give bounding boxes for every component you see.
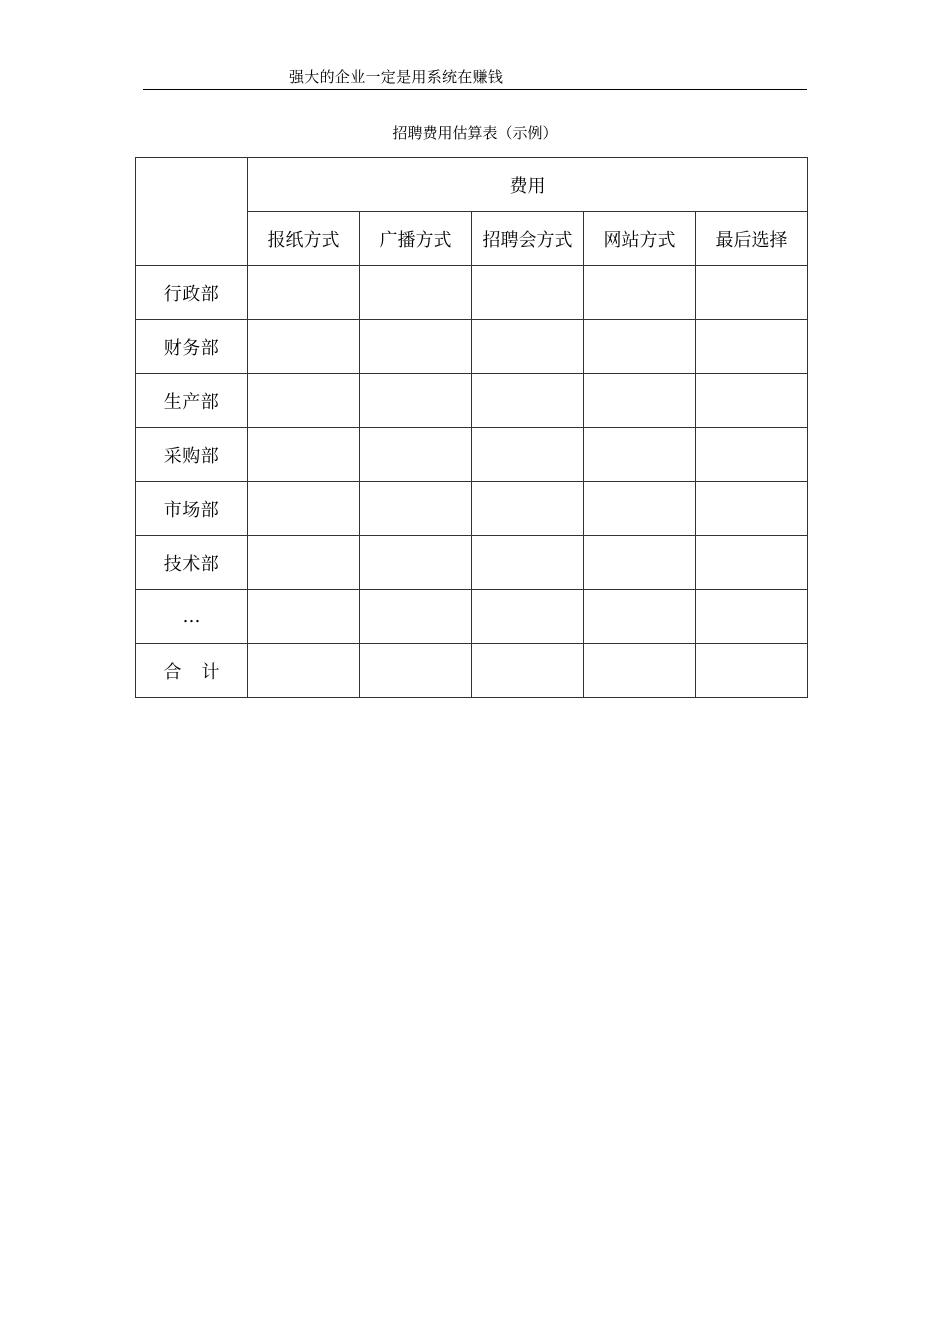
table-cell xyxy=(696,428,808,482)
total-cell xyxy=(248,644,360,698)
table-cell xyxy=(696,482,808,536)
method-header-final-choice: 最后选择 xyxy=(696,212,808,266)
table-cell xyxy=(584,428,696,482)
table-row xyxy=(136,536,808,590)
total-label-part-2: 计 xyxy=(201,661,220,683)
table-cell xyxy=(472,266,584,320)
table-cell xyxy=(472,590,584,644)
table-cell xyxy=(696,266,808,320)
table-cell xyxy=(584,320,696,374)
table-cell xyxy=(472,536,584,590)
table-row xyxy=(136,266,808,320)
header-rule xyxy=(143,89,807,90)
table-cell xyxy=(360,374,472,428)
total-cell xyxy=(584,644,696,698)
table-cell xyxy=(696,374,808,428)
header-slogan: 强大的企业一定是用系统在赚钱 xyxy=(289,68,504,86)
table-cell xyxy=(248,590,360,644)
table-cell xyxy=(472,482,584,536)
table-cell xyxy=(472,320,584,374)
table-cell xyxy=(360,536,472,590)
table-cell xyxy=(696,590,808,644)
table-cell xyxy=(248,536,360,590)
table-cell xyxy=(360,590,472,644)
table-row xyxy=(136,590,808,644)
total-row xyxy=(136,644,808,698)
page-header xyxy=(0,64,950,90)
table-cell xyxy=(696,320,808,374)
dept-label: 市场部 xyxy=(136,482,248,536)
recruitment-cost-table xyxy=(135,157,808,698)
method-header-job-fair: 招聘会方式 xyxy=(472,212,584,266)
table-cell xyxy=(584,266,696,320)
method-header-radio: 广播方式 xyxy=(360,212,472,266)
table-cell xyxy=(360,428,472,482)
dept-label: 技术部 xyxy=(136,536,248,590)
table-row xyxy=(136,374,808,428)
total-label xyxy=(136,644,248,698)
table-cell xyxy=(248,482,360,536)
total-cell xyxy=(472,644,584,698)
table-cell xyxy=(584,374,696,428)
table-cell xyxy=(472,428,584,482)
dept-label-ellipsis: … xyxy=(136,590,248,644)
corner-cell xyxy=(136,158,248,266)
table-cell xyxy=(360,266,472,320)
total-label-part-1: 合 xyxy=(163,661,182,683)
table-row xyxy=(136,482,808,536)
table-cell xyxy=(248,428,360,482)
total-cell xyxy=(696,644,808,698)
table-caption: 招聘费用估算表（示例） xyxy=(392,124,558,142)
table-cell xyxy=(248,320,360,374)
total-cell xyxy=(360,644,472,698)
table-row xyxy=(136,428,808,482)
table-cell xyxy=(360,482,472,536)
table-row xyxy=(136,320,808,374)
method-header-website: 网站方式 xyxy=(584,212,696,266)
table-cell xyxy=(248,374,360,428)
dept-label: 采购部 xyxy=(136,428,248,482)
dept-label: 财务部 xyxy=(136,320,248,374)
table-cell xyxy=(360,320,472,374)
dept-label: 生产部 xyxy=(136,374,248,428)
method-header-newspaper: 报纸方式 xyxy=(248,212,360,266)
table-cell xyxy=(584,590,696,644)
fee-group-header: 费用 xyxy=(248,158,808,212)
table-cell xyxy=(696,536,808,590)
table-cell xyxy=(584,536,696,590)
table-cell xyxy=(248,266,360,320)
table-cell xyxy=(472,374,584,428)
table-cell xyxy=(584,482,696,536)
dept-label: 行政部 xyxy=(136,266,248,320)
header-row-group xyxy=(136,158,808,212)
